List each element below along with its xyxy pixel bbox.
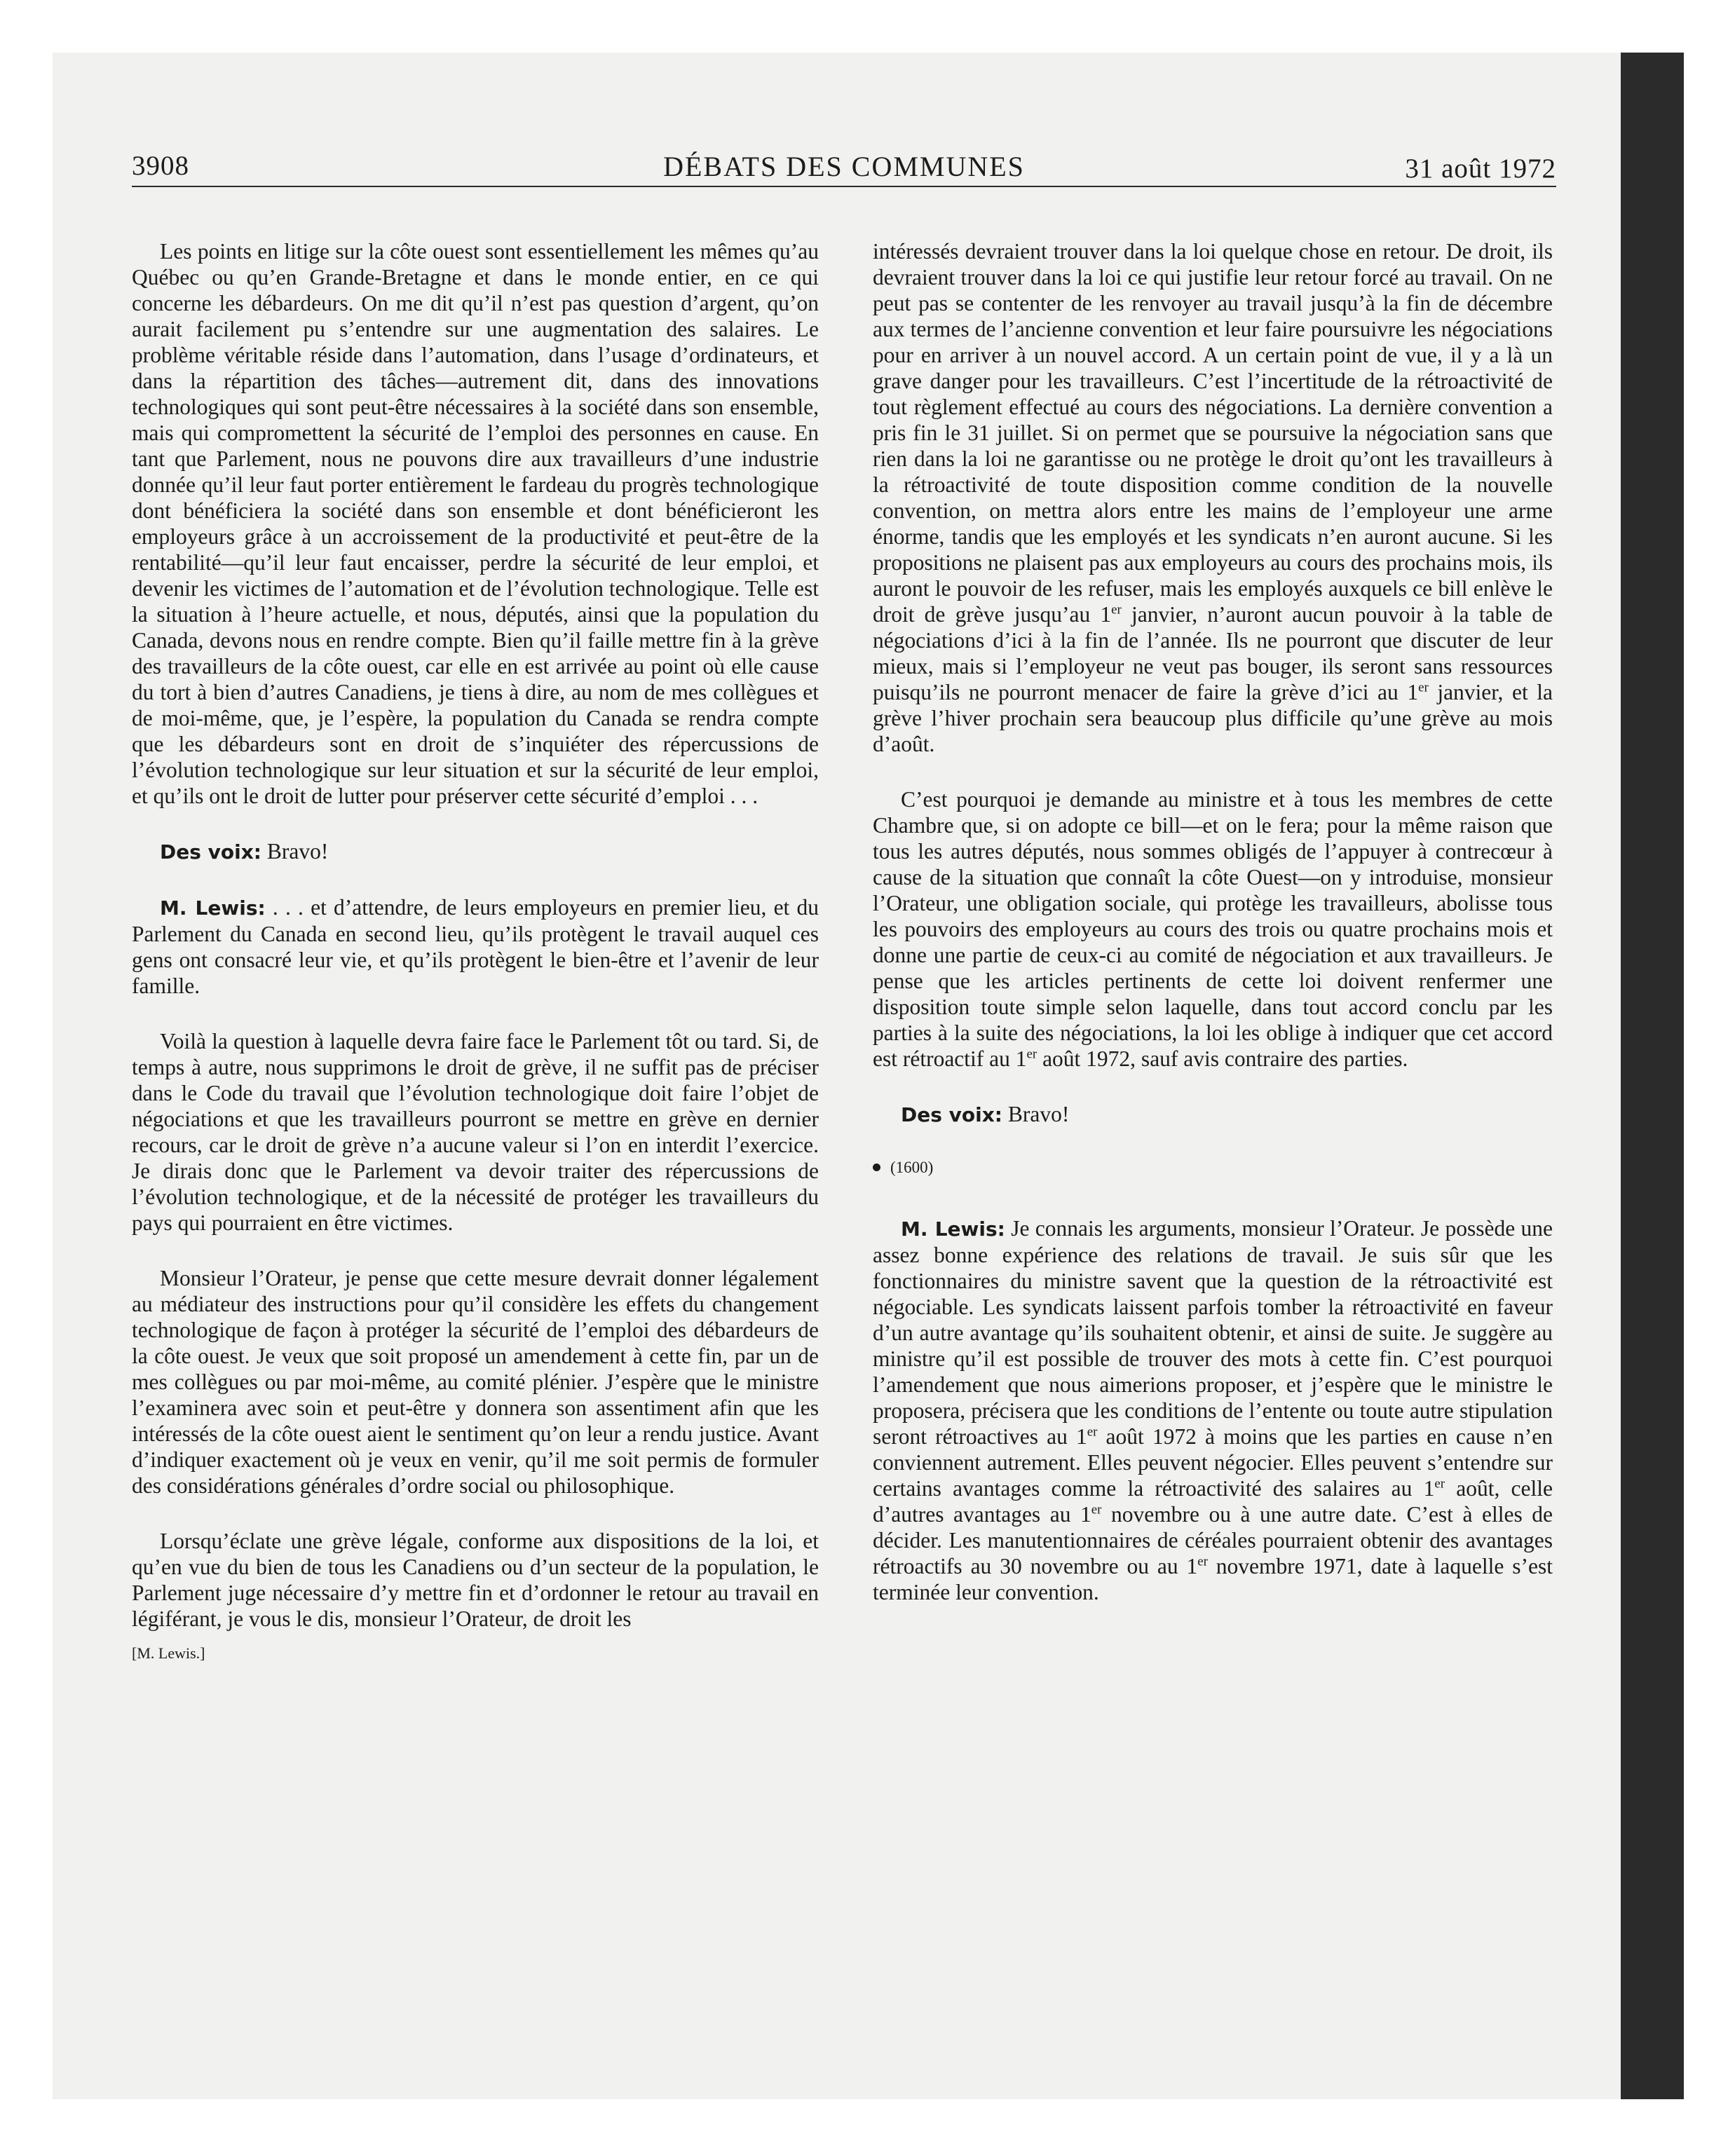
page-date: 31 août 1972 <box>1405 153 1556 184</box>
speech: M. Lewis: Je connais les arguments, monsieur l’Orateur. Je possède une assez bonne expérience des relations de travail. Je suis sûr que les fonctionnaires du ministre savent que la question de la rétroactivité est négociable. Les syndicats laissent parfois tomber la rétroactivité en faveur d’un autre avantage qu’ils souhaitent obtenir, et ainsi de suite. Je suggère au ministre qu’il est possible de trouver des mots à cette fin. C’est pourquoi l’amendement que nous aimerions proposer, et j’espère que le ministre le proposera, précisera que les conditions de l’entente ou toute autre stipulation seront rétroactives au 1er août 1972 à moins que les parties en cause n’en conviennent autrement. Elles peuvent négocier. Elles peuvent s’entendre sur certains avantages comme la rétroactivité des salaires au 1er août, celle d’autres avantages au 1er novembre ou à une autre date. C’est à elles de décider. Les manutentionnaires de céréales pourraient obtenir des avantages rétroactifs au 30 novembre ou au 1er novembre 1971, date à laquelle s’est terminée leur convention. <box>873 1216 1553 1604</box>
page-header <box>132 144 1556 187</box>
ordinal-suffix: er <box>1111 602 1122 618</box>
speech-text: . . . et d’attendre, de leurs employeurs en premier lieu, et du Parlement du Canada en second lieu, qu’ils protègent le travail auquel ces gens ont consacré leur vie, et qu’ils protègent le bien-être et l’avenir de leur famille. <box>132 895 819 998</box>
paragraph: Les points en litige sur la côte ouest sont essentiellement les mêmes qu’au Québec ou qu’en Grande-Bretagne et dans le monde entier, en ce qui concerne les débardeurs. On me dit qu’il n’est pas question d’argent, qu’on aurait facilement pu s’entendre sur une augmentation des salaires. Le problème véritable réside dans l’automation, dans l’usage d’ordinateurs, et dans la répartition des tâches—autrement dit, dans des innovations technologiques qui sont peut-être nécessaires à la société dans son ensemble, mais qui compromettent la sécurité de l’emploi des personnes en cause. En tant que Parlement, nous ne pouvons dire aux travailleurs d’une industrie donnée qu’il leur faut porter entièrement le fardeau du progrès technologique dont bénéficiera la société dans son ensemble et dont bénéficieront les employeurs grâce à un accroissement de la productivité et peut-être de la rentabilité—qu’il leur faut encaisser, perdre la sécurité de leur emploi, et devenir les victimes de l’automation et de l’évolution technologique. Telle est la situation à l’heure actuelle, et nous, députés, ainsi que la population du Canada, devons nous en rendre compte. Bien qu’il faille mettre fin à la grève des travailleurs de la côte ouest, car elle en est arrivée au point où elle cause du tort à bien d’autres Canadiens, je tiens à dire, au nom de mes collègues et de moi-même, que, je l’espère, la population du Canada se rendra compte que les débardeurs sont en droit de s’inquiéter des répercussions de l’évolution technologique sur leur situation et sur la sécurité de leur emploi, et qu’ils ont le droit de lutter pour préserver cette sécurité d’emploi . . . <box>132 239 819 808</box>
paragraph: Lorsqu’éclate une grève légale, conforme aux dispositions de la loi, et qu’en vue du bien de tous les Canadiens ou d’un secteur de la population, le Parlement juge nécessaire d’y mettre fin et d’ordonner le retour au travail en légiférant, je vous le dis, monsieur l’Orateur, de droit les <box>132 1529 819 1631</box>
speaker-attribution: [M. Lewis.] <box>132 1644 205 1662</box>
paragraph: C’est pourquoi je demande au ministre et à tous les membres de cette Chambre que, si on adopte ce bill—et on le fera; pour la même raison que tous les autres députés, nous sommes obligés de l’appuyer à contrecœur à cause de la situation que connaît la côte Ouest—on y introduise, monsieur l’Orateur, une obligation sociale, qui protège les travailleurs, abolisse tous les pouvoirs des employeurs au cours des trois ou quatre prochains mois et donne une partie de ceux-ci au comité de négociation et aux travailleurs. Je pense que les articles pertinents de cette loi doivent renfermer une disposition toute simple selon laquelle, dans tout accord conclu par les parties à la suite des négociations, la loi les oblige à indiquer que cet accord est rétroactif au 1er août 1972, sauf avis contraire des parties. <box>873 787 1553 1071</box>
time-marker-text: (1600) <box>890 1159 934 1176</box>
ordinal-suffix: er <box>1091 1502 1102 1517</box>
speaker-label: Des voix: <box>160 840 261 864</box>
speaker-label: M. Lewis: <box>160 896 266 920</box>
paragraph: Monsieur l’Orateur, je pense que cette mesure devrait donner légalement au médiateur des instructions pour qu’il considère les effets du changement technologique de façon à protéger la sécurité de l’emploi des débardeurs de la côte ouest. Je veux que soit proposé un amendement à cette fin, par un de mes collègues ou par moi-même, au comité plénier. J’espère que le ministre l’examinera avec soin et peut-être y donnera son assentiment afin que les intéressés de la côte ouest aient le sentiment qu’on leur a rendu justice. Avant d’indiquer exactement où je veux en venir, qu’il me soit permis de formuler des considérations générales d’ordre social ou philosophique. <box>132 1266 819 1498</box>
paragraph: intéressés devraient trouver dans la loi quelque chose en retour. De droit, ils devraient trouver dans la loi ce qui justifie leur retour forcé au travail. On ne peut pas se contenter de les renvoyer au travail jusqu’à la fin de décembre aux termes de l’ancienne convention et leur faire poursuivre les négociations pour en arriver à un nouvel accord. A un certain point de vue, il y a là un grave danger pour les travailleurs. C’est l’incertitude de la rétroactivité de tout règlement effectué au cours des négociations. La dernière convention a pris fin le 31 juillet. Si on permet que se poursuive la négociation sans que rien dans la loi ne garantisse ou ne protège le droit qu’ont les travailleurs à la rétroactivité de toute disposition comme condition de la nouvelle convention, on mettra alors entre les mains de l’employeur une arme énorme, tandis que les employés et les syndicats n’en auront aucune. Si les propositions ne plaisent pas aux employeurs au cours des prochains mois, ils auront le pouvoir de les refuser, mais les employés auxquels ce bill enlève le droit de grève jusqu’au 1er janvier, n’auront aucun pouvoir à la table de négociations d’ici à la fin de l’année. Ils ne pourront que discuter de leur mieux, mais si l’employeur ne veut pas bouger, ils seront sans ressources puisqu’ils ne pourront menacer de faire la grève d’ici au 1er janvier, et la grève l’hiver prochain sera beaucoup plus difficile qu’une grève au mois d’août. <box>873 239 1553 756</box>
ordinal-suffix: er <box>1418 680 1429 695</box>
ordinal-suffix: er <box>1197 1554 1208 1569</box>
right-column <box>873 238 1553 1635</box>
ordinal-suffix: er <box>1434 1476 1445 1492</box>
paragraph: Voilà la question à laquelle devra faire face le Parlement tôt ou tard. Si, de temps à autre, nous supprimons le droit de grève, il ne suffit pas de préciser dans le Code du travail que l’évolution technologique doit faire l’objet de négociations et que les travailleurs pourront se mettre en grève en dernier recours, car le droit de grève n’a aucune valeur si l’on en interdit l’exercice. Je dirais donc que le Parlement va devoir traiter des répercussions de l’évolution technologique, et de la nécessité de protéger les travailleurs du pays qui pourraient en être victimes. <box>132 1029 819 1235</box>
speech <box>132 894 819 999</box>
time-marker <box>873 1154 1553 1180</box>
publication-title: DÉBATS DES COMMUNES <box>663 151 1025 182</box>
ordinal-suffix: er <box>1026 1046 1037 1062</box>
page-number: 3908 <box>132 151 189 181</box>
speech-text: Bravo! <box>1007 1102 1070 1126</box>
speaker-label: M. Lewis: <box>901 1217 1005 1241</box>
ordinal-suffix: er <box>1087 1424 1098 1440</box>
bullet-icon <box>873 1164 880 1171</box>
left-column <box>132 238 819 1666</box>
scan-edge-shadow <box>1621 53 1684 2099</box>
interjection <box>873 1101 1553 1128</box>
interjection <box>132 838 819 865</box>
speaker-label: Des voix: <box>901 1103 1002 1126</box>
speech-text: Bravo! <box>266 839 329 864</box>
